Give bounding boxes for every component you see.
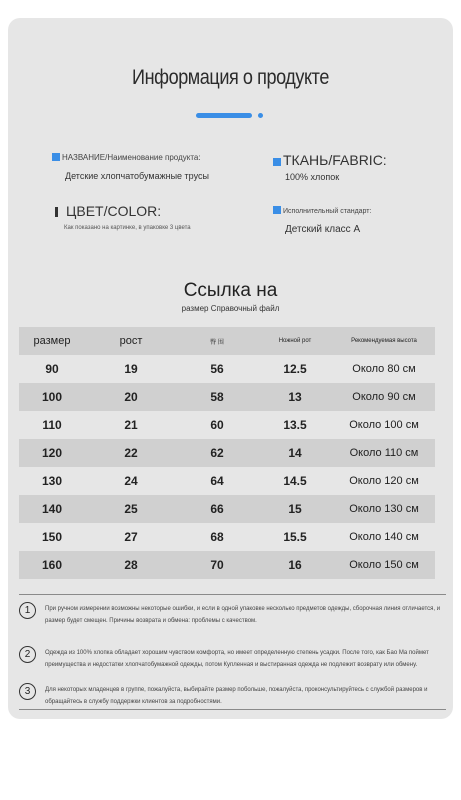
cell: 66 [210,502,224,516]
name-value: Детские хлопчатобумажные трусы [65,171,209,181]
title-dot [258,113,263,118]
standard-block [273,205,371,235]
cell: 160 [41,558,63,572]
fabric-block [273,152,387,182]
cell: 16 [288,558,302,572]
fabric-label: ТКАНЬ/FABRIC: [283,152,387,168]
table-row [19,523,435,551]
note-text: При ручном измерении возможны некоторые ошибки, и если в одной упаковке несколько предметов одежды, сборочная линия отличается, и размер будет смещен. Причины возврата и обмена: проблемы с качеством. [45,606,441,624]
table-header-row [19,327,435,355]
cell: 13 [288,390,302,404]
cell: 90 [45,362,59,376]
cell: 70 [210,558,224,572]
cell: Около 150 см [349,559,419,571]
color-label: ЦВЕТ/COLOR: [66,203,162,219]
circled-number: 2 [19,646,36,663]
circled-number: 3 [19,683,36,700]
divider [19,709,446,710]
size-table [19,327,435,579]
title-underline [196,113,252,118]
table-row [19,411,435,439]
cell: 25 [124,502,138,516]
cell: 100 [41,390,63,404]
cell: Около 130 см [349,503,419,515]
name-label: НАЗВАНИЕ/Наименование продукта: [62,153,201,162]
note-text: Для некоторых младенцев в группе, пожалуйста, выбирайте размер побольше, пожалуйста, проконсультируйтесь с службой размеров и обращайтесь в службу поддержки клиентов за подробностями. [45,687,428,705]
table-row [19,495,435,523]
color-block [55,203,191,231]
table-row [19,383,435,411]
cell: Около 90 см [352,391,416,403]
cell: 27 [124,530,138,544]
name-block [52,152,209,181]
color-value: Как показано на картинке, в упаковке 3 цвета [64,225,191,231]
divider [19,594,446,595]
cell: 14.5 [283,474,307,488]
cell: 14 [288,446,302,460]
header-leg-opening: Ножной рот [278,338,312,344]
cell: 28 [124,558,138,572]
blue-square-icon [273,158,281,166]
page-title: Информация о продукте [132,66,329,89]
blue-square-icon [273,206,281,214]
cell: 120 [41,446,63,460]
cell: Около 120 см [349,475,419,487]
cell: Около 80 см [352,363,416,375]
cell: 21 [124,418,138,432]
cell: 130 [41,474,63,488]
standard-value: Детский класс А [285,224,361,235]
table-row [19,439,435,467]
reference-title: Ссылка на [183,280,278,301]
cell: 24 [124,474,138,488]
cell: 22 [124,446,138,460]
cell: Около 110 см [349,447,419,459]
cell: 15 [288,502,302,516]
cell: 15.5 [283,530,307,544]
cell: 60 [210,418,224,432]
fabric-value: 100% хлопок [285,172,340,182]
cell: 62 [210,446,224,460]
header-hip: 臀 围 [210,339,224,346]
cell: 20 [124,390,138,404]
cell: 12.5 [283,362,307,376]
cell: 56 [210,362,224,376]
cell: 13.5 [283,418,307,432]
header-size: размер [33,335,71,347]
circled-number: 1 [19,602,36,619]
table-row [19,467,435,495]
cell: 68 [210,530,224,544]
cell: 110 [42,418,62,432]
blue-square-icon [52,153,60,161]
table-row [19,355,435,383]
reference-subtitle: размер Справочный файл [181,304,280,313]
cell: 150 [41,530,63,544]
table-row [19,551,435,579]
cell: Около 140 см [349,531,419,543]
standard-label: Исполнительный стандарт: [283,208,372,215]
cell: Около 100 см [349,419,419,431]
header-height: рост [119,335,143,347]
note-text: Одежда из 100% хлопка обладает хорошим чувством комфорта, но имеет определенную степень усадки. После того, как Бао Ма поймет преимущества и недостатки хлопчатобумажной одежды, потом Купленная и выстиранная одежда не подлежит возврату или обмену. [45,650,429,668]
cell: 58 [210,390,224,404]
cell: 140 [41,502,63,516]
cell: 19 [124,362,138,376]
dark-bar-icon [55,207,58,217]
header-recommended-height: Рекомендуемая высота [351,338,417,344]
cell: 64 [210,474,224,488]
